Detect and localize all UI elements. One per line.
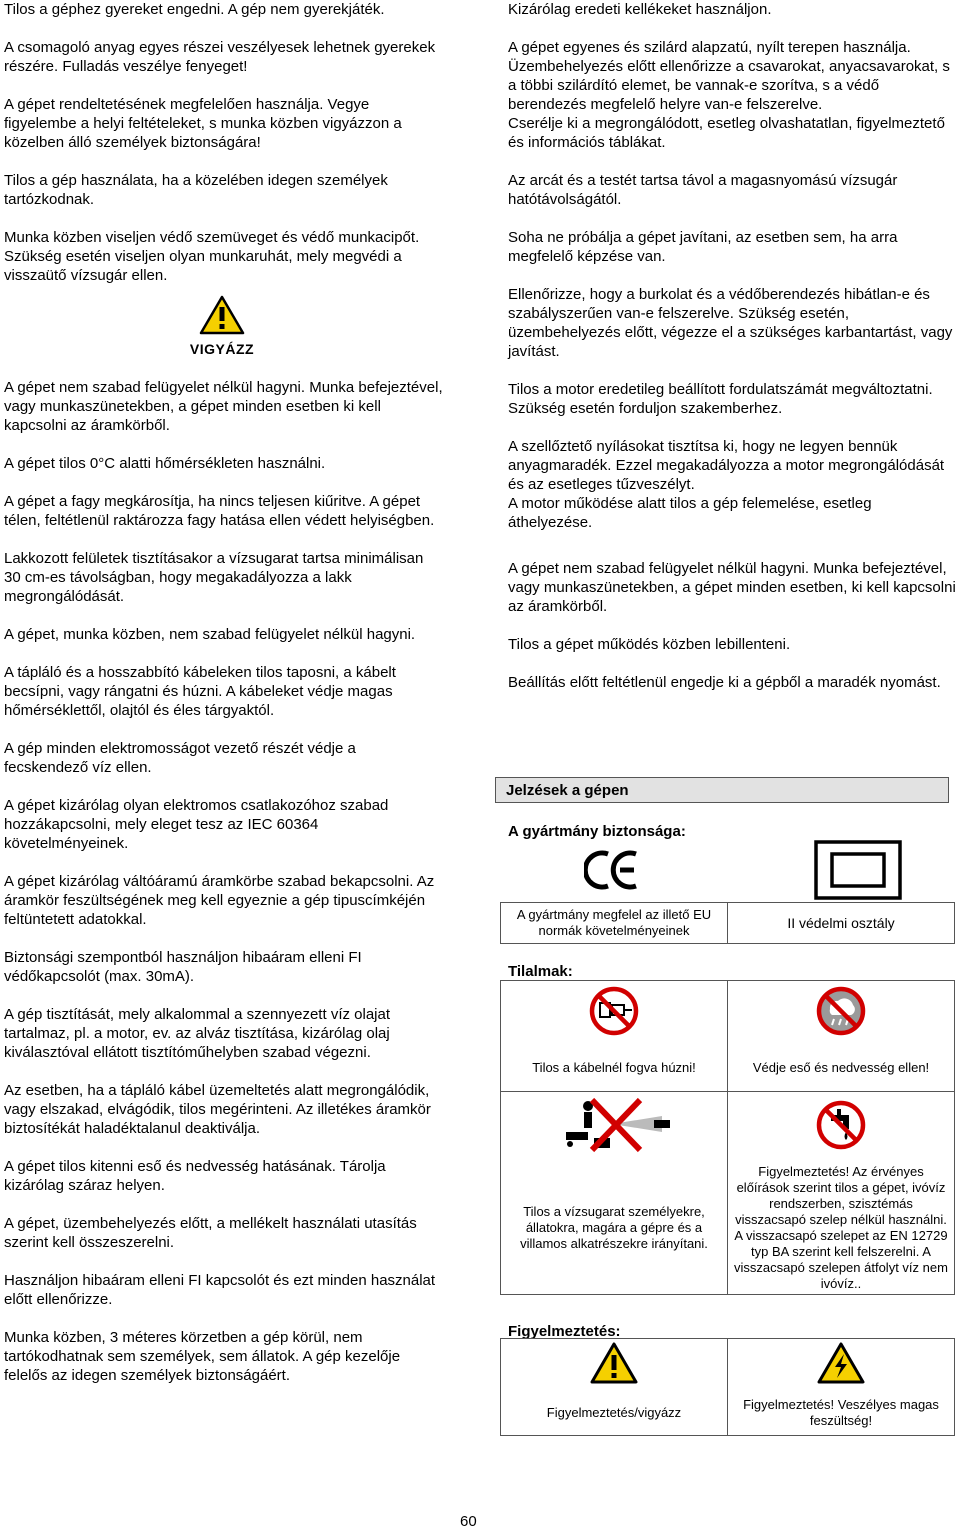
right-column — [508, 0, 956, 692]
right-paragraph: A gépet egyenes és szilárd alapzatú, nyílt terepen használja. — [508, 39, 911, 56]
right-paragraph: Ellenőrizze, hogy a burkolat és a védőberendezés hibátlan-e és szabályszerűen van-e felszerelve. Szükség esetén, üzembehelyezés előtt, végezze el a szükséges karbantartást, vagy javítást. — [508, 286, 953, 360]
right-paragraph: Soha ne próbálja a gépet javítani, az esetben sem, ha arra megfelelő képzése van. — [508, 229, 898, 265]
right-paragraph: A szellőztető nyílásokat tisztítsa ki, hogy ne legyen bennük anyagmaradék. Ezzel megakadályozza a motor megrongálódását és az esetleges tűzveszélyt. — [508, 438, 945, 493]
no-jet-spray-icon — [554, 1094, 674, 1156]
right-paragraph: Cserélje ki a megrongálódott, esetleg olvashatatlan, figyelmeztető és információs táblákat. — [508, 115, 945, 151]
left-paragraph: A gépet rendeltetésének megfelelően használja. Vegye figyelembe a helyi feltételeket, s munka közben vigyázzon a közelben álló személyek biztonságára! — [4, 96, 402, 151]
warning-triangle-icon — [199, 295, 245, 335]
jet-label: Tilos a vízsugarat személyekre, állatokra, magára a gépre és a villamos alkatrészekre irányítani. — [501, 1162, 728, 1295]
left-paragraph: Használjon hibaáram elleni FI kapcsolót és ezt minden használat előtt ellenőrizze. — [4, 1272, 436, 1308]
caution-cell — [501, 1339, 728, 1392]
right-paragraph: A gépet nem szabad felügyelet nélkül hagyni. Munka befejeztével, vagy munkaszünetekben, a gépet minden esetben, ki kell kapcsolni az áramkörből. — [508, 560, 956, 615]
right-paragraph: Beállítás előtt feltétlenül engedje ki a gépből a maradék nyomást. — [508, 674, 941, 691]
prohibitions-heading: Tilalmak: — [508, 963, 573, 980]
left-paragraph: A gépet tilos 0°C alatti hőmérsékleten használni. — [4, 455, 326, 472]
rain-label: Védje eső és nedvesség ellen! — [728, 1045, 955, 1092]
cable-pull-label: Tilos a kábelnél fogva húzni! — [501, 1045, 728, 1092]
ce-mark-icon — [584, 848, 642, 892]
safety-heading: A gyártmány biztonsága: — [508, 823, 686, 840]
voltage-cell — [728, 1339, 955, 1392]
high-voltage-icon — [816, 1341, 866, 1385]
right-paragraph: Tilos a gépet működés közben lebillenteni. — [508, 636, 791, 653]
left-paragraph: A gépet nem szabad felügyelet nélkül hagyni. Munka befejeztével, vagy munkaszünetekben, a gépet minden esetben ki kell kapcsolni az áramkörből. — [4, 379, 443, 434]
left-paragraph: Tilos a géphez gyereket engedni. A gép nem gyerekjáték. — [4, 1, 385, 18]
class-two-label: II védelmi osztály — [728, 903, 955, 944]
right-paragraph: A motor működése alatt tilos a gép felemelése, esetleg áthelyezése. — [508, 495, 872, 531]
prohibitions-table — [500, 980, 955, 1295]
no-cable-pull-icon — [588, 985, 640, 1037]
left-paragraph: A gép minden elektromosságot vezető részét védje a fecskendező víz ellen. — [4, 740, 356, 776]
section-title: Jelzések a gépen — [506, 782, 629, 799]
backflow-label: Figyelmeztetés! Az érvényes előírások szerint tilos a gépet, ivóvíz rendszerben, szisztémás visszacsapó szelep nélkül használni. A visszacsapó szelepet az EN 12729 typ BA szerint kell felszerelni. A visszacsapó szelepen átfolyt víz nem ivóvíz.. — [728, 1162, 955, 1295]
rain-cell — [728, 981, 955, 1046]
left-paragraph: A gépet, üzembehelyezés előtt, a mellékelt használati utasítás szerint kell összeszerelni. — [4, 1215, 417, 1251]
left-paragraph: Munka közben, 3 méteres körzetben a gép körül, nem tartókodhatnak sem személyek, sem állatok. A gép kezelője felelős az idegen személyek biztonságáért. — [4, 1329, 401, 1384]
ce-label: A gyártmány megfelel az illető EU normák követelményeinek — [501, 903, 728, 944]
right-paragraph: Üzembehelyezés előtt ellenőrizze a csavarokat, anyacsavarokat, s a többi szilárdító elemet, be vannak-e szorítva, s a védő berendezés megfelelő helyre van-e felszerelve. — [508, 58, 950, 113]
safety-table — [500, 902, 955, 944]
page-number: 60 — [460, 1513, 477, 1530]
no-drinking-water-icon — [815, 1099, 867, 1151]
warnings-table — [500, 1338, 955, 1436]
left-column — [4, 0, 444, 1385]
warning-block — [4, 295, 440, 359]
left-paragraph: A tápláló és a hosszabbító kábeleken tilos taposni, a kábelt becsípni, vagy rángatni és húzni. A kábeleket védje magas hőmérséklettől, olajtól és éles tárgyaktól. — [4, 664, 396, 719]
backflow-cell — [728, 1092, 955, 1163]
caution-label: Figyelmeztetés/vigyázz — [501, 1391, 728, 1436]
warning-label: VIGYÁZZ — [189, 341, 255, 357]
left-paragraph: A gépet kizárólag olyan elektromos csatlakozóhoz szabad hozzákapcsolni, mely eleget tesz az IEC 60364 követelményeinek. — [4, 797, 389, 852]
left-paragraph: A csomagoló anyag egyes részei veszélyesek lehetnek gyerekek részére. Fulladás veszélye fenyeget! — [4, 39, 436, 75]
right-paragraph: Az arcát és a testét tartsa távol a magasnyomású vízsugár hatótávolságától. — [508, 172, 898, 208]
class-two-icon — [814, 840, 902, 900]
left-paragraph: A gépet tilos kitenni eső és nedvesség hatásának. Tárolja kizárólag száraz helyen. — [4, 1158, 386, 1194]
cable-pull-cell — [501, 981, 728, 1046]
left-paragraph: Biztonsági szempontból használjon hibaáram elleni FI védőkapcsolót (max. 30mA). — [4, 949, 362, 985]
caution-triangle-icon — [589, 1341, 639, 1385]
section-header — [495, 777, 949, 803]
left-paragraph: A gép tisztítását, mely alkalommal a szennyezett víz olajat tartalmaz, pl. a motor, ev. az alváz tisztítása, kizárólag olaj kiválasztóval ellátott tisztítóműhelyben szabad végezni. — [4, 1006, 391, 1061]
warnings-heading: Figyelmeztetés: — [508, 1323, 621, 1340]
left-paragraph: Munka közben viseljen védő szemüveget és védő munkacipőt. Szükség esetén viseljen olyan munkaruhát, mely megvédi a visszaütő vízsugár ellen. — [4, 229, 420, 284]
right-paragraph: Kizárólag eredeti kellékeket használjon. — [508, 1, 772, 18]
left-paragraph: Tilos a gép használata, ha a közelében idegen személyek tartózkodnak. — [4, 172, 388, 208]
left-paragraph: A gépet kizárólag váltóáramú áramkörbe szabad bekapcsolni. Az áramkör feszültségének meg kell egyeznie a gép tipuscímkéjén feltüntetett adatokkal. — [4, 873, 435, 928]
left-paragraph: Az esetben, ha a tápláló kábel üzemeltetés alatt megrongálódik, vagy elszakad, elvágódik, tilos megérinteni. Az illetékes áramkör biztosítékát haladéktalanul deaktiválja. — [4, 1082, 431, 1137]
left-paragraph: A gépet, munka közben, nem szabad felügyelet nélkül hagyni. — [4, 626, 416, 643]
right-paragraph: Tilos a motor eredetileg beállított fordulatszámát megváltoztatni. Szükség esetén forduljon szakemberhez. — [508, 381, 933, 417]
voltage-label: Figyelmeztetés! Veszélyes magas feszültség! — [728, 1391, 955, 1436]
jet-cell — [501, 1092, 728, 1163]
no-rain-icon — [815, 985, 867, 1037]
left-paragraph: A gépet a fagy megkárosítja, ha nincs teljesen kiűritve. A gépet télen, feltétlenül raktározza fagy hatása ellen védett helyiségben. — [4, 493, 435, 529]
left-paragraph: Lakkozott felületek tisztításakor a vízsugarat tartsa minimálisan 30 cm-es távolságban, hogy megakadályozza a lakk megrongálódását. — [4, 550, 424, 605]
